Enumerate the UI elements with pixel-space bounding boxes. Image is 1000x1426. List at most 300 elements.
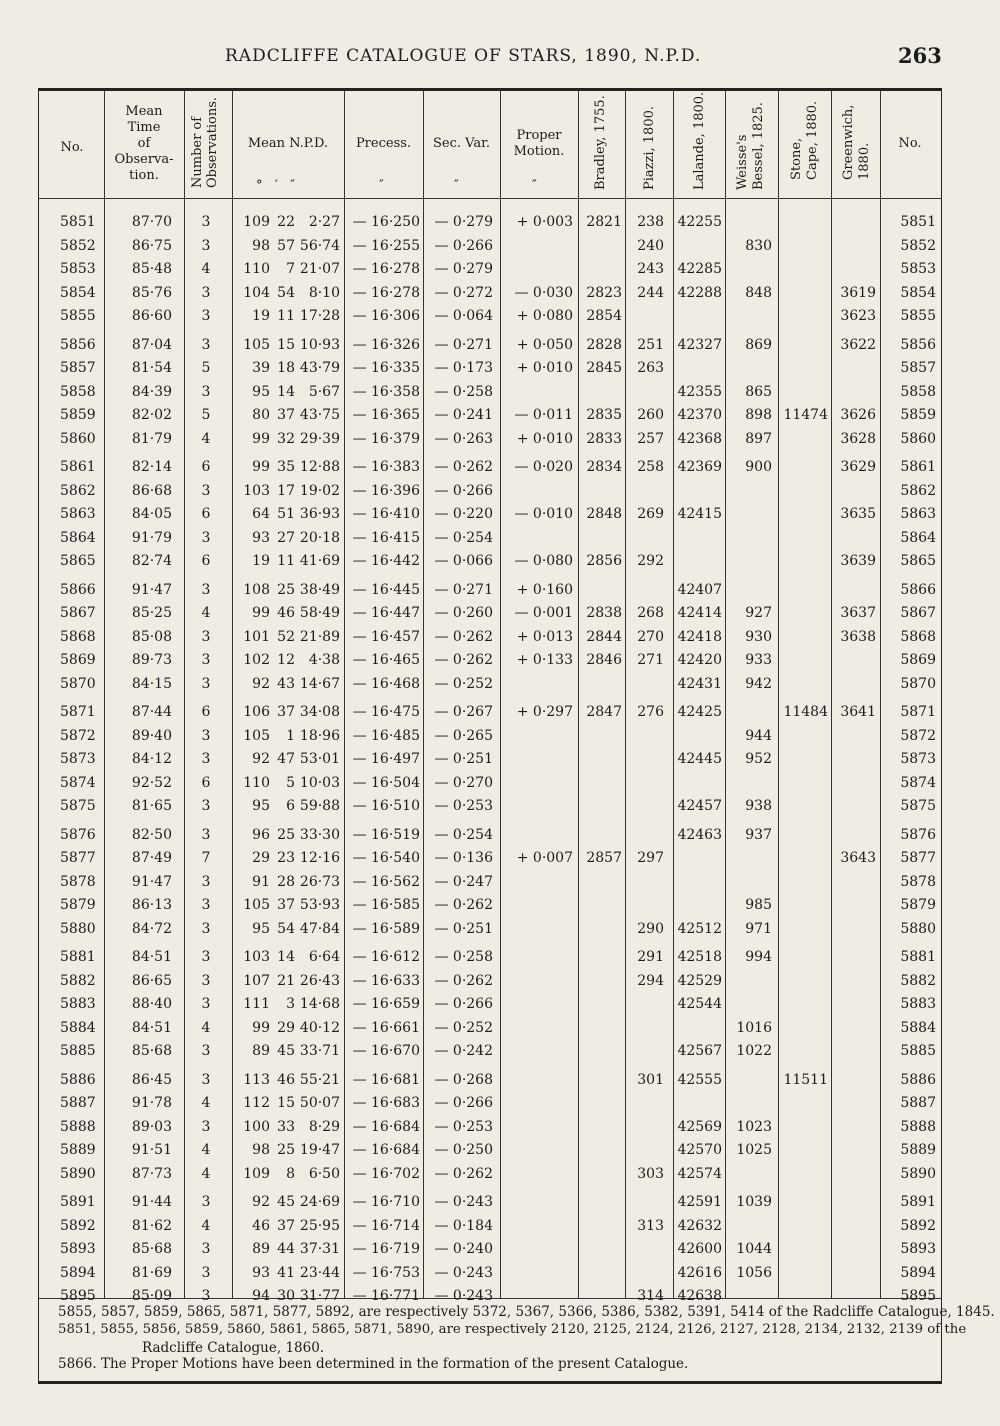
cell-piazzi: 244 bbox=[637, 284, 664, 301]
footnote-1860-cont: Radcliffe Catalogue, 1860. bbox=[142, 1340, 325, 1356]
cell-npd-min: 15 bbox=[277, 1095, 295, 1111]
cell-bradley: 2857 bbox=[586, 850, 622, 866]
cell-npd-min: 1 bbox=[286, 727, 295, 744]
cell-precess: — 16·396 bbox=[352, 482, 420, 499]
cell-num-obs: 3 bbox=[201, 581, 211, 598]
cell-npd-min: 15 bbox=[277, 336, 295, 353]
cell-sec-var: — 0·270 bbox=[434, 774, 493, 791]
cell-npd-deg: 109 bbox=[243, 1165, 270, 1182]
cell-precess: — 16·475 bbox=[352, 704, 420, 720]
cell-no: 5891 bbox=[60, 1194, 96, 1210]
col-head-text: Bessel, 1825. bbox=[751, 102, 766, 190]
cell-lalande: 42529 bbox=[677, 972, 722, 989]
cell-mean-time: 87·73 bbox=[131, 1165, 172, 1182]
cell-npd-min: 28 bbox=[277, 873, 295, 890]
cell-npd-deg: 91 bbox=[252, 873, 270, 890]
cell-mean-time: 84·39 bbox=[131, 383, 172, 400]
cell-no-right: 5876 bbox=[900, 826, 936, 843]
cell-npd-sec: 14·68 bbox=[299, 996, 340, 1012]
cell-piazzi: 303 bbox=[637, 1165, 664, 1182]
cell-no-right: 5878 bbox=[900, 873, 936, 890]
header-rule bbox=[39, 198, 941, 199]
cell-sec-var: — 0·243 bbox=[434, 1288, 493, 1304]
cell-num-obs: 3 bbox=[201, 1264, 211, 1281]
cell-precess: — 16·714 bbox=[352, 1217, 420, 1234]
cell-npd-min: 29 bbox=[277, 1019, 295, 1036]
cell-npd-sec: 41·69 bbox=[299, 553, 340, 569]
cell-num-obs: 5 bbox=[201, 407, 211, 423]
cell-sec-var: — 0·253 bbox=[434, 798, 493, 814]
cell-num-obs: 3 bbox=[201, 482, 211, 499]
cell-proper-motion: + 0·133 bbox=[516, 652, 573, 668]
table-row bbox=[0, 1043, 1000, 1067]
cell-no: 5871 bbox=[60, 704, 96, 720]
cell-npd-deg: 39 bbox=[252, 360, 270, 376]
cell-npd-sec: 33·71 bbox=[299, 1043, 340, 1059]
cell-no: 5882 bbox=[60, 972, 96, 989]
cell-no: 5887 bbox=[60, 1095, 96, 1111]
cell-weisse: 952 bbox=[745, 751, 772, 767]
cell-npd-min: 44 bbox=[277, 1241, 295, 1257]
cell-npd-min: 57 bbox=[277, 237, 295, 254]
cell-precess: — 16·710 bbox=[352, 1194, 420, 1210]
cell-proper-motion: — 0·001 bbox=[514, 605, 573, 621]
cell-no-right: 5861 bbox=[900, 459, 936, 475]
cell-sec-var: — 0·263 bbox=[434, 430, 493, 447]
cell-no: 5888 bbox=[60, 1118, 96, 1135]
cell-sec-var: — 0·271 bbox=[434, 336, 493, 353]
cell-lalande: 42616 bbox=[677, 1264, 722, 1281]
cell-weisse: 865 bbox=[745, 383, 772, 400]
cell-lalande: 42544 bbox=[677, 996, 722, 1012]
cell-weisse: 927 bbox=[745, 605, 772, 621]
cell-npd-min: 12 bbox=[277, 652, 295, 668]
cell-mean-time: 81·79 bbox=[131, 430, 172, 447]
cell-npd-min: 6 bbox=[286, 798, 295, 814]
cell-no: 5881 bbox=[60, 949, 96, 965]
page-number: 263 bbox=[898, 43, 942, 68]
col-head-text: tion. bbox=[129, 168, 159, 183]
cell-npd-sec: 50·07 bbox=[299, 1095, 340, 1111]
cell-no-right: 5867 bbox=[900, 605, 936, 621]
cell-lalande: 42463 bbox=[677, 826, 722, 843]
cell-no: 5892 bbox=[60, 1217, 96, 1234]
cell-bradley: 2844 bbox=[586, 628, 622, 645]
cell-npd-min: 23 bbox=[277, 850, 295, 866]
cell-precess: — 16·519 bbox=[352, 826, 420, 843]
cell-no-right: 5853 bbox=[900, 261, 936, 277]
cell-npd-sec: 43·75 bbox=[299, 407, 340, 423]
cell-piazzi: 301 bbox=[637, 1071, 664, 1088]
cell-bradley: 2847 bbox=[586, 704, 622, 720]
cell-weisse: 942 bbox=[745, 675, 772, 692]
cell-sec-var: — 0·253 bbox=[434, 1118, 493, 1135]
cell-npd-min: 25 bbox=[277, 1142, 295, 1158]
cell-no-right: 5854 bbox=[900, 284, 936, 301]
cell-precess: — 16·661 bbox=[352, 1019, 420, 1036]
cell-no: 5857 bbox=[60, 360, 96, 376]
cell-npd-min: 25 bbox=[277, 581, 295, 598]
cell-sec-var: — 0·266 bbox=[434, 482, 493, 499]
cell-lalande: 42418 bbox=[677, 628, 722, 645]
cell-npd-deg: 102 bbox=[243, 652, 270, 668]
cell-npd-sec: 12·16 bbox=[299, 850, 340, 866]
cell-npd-deg: 93 bbox=[252, 1264, 270, 1281]
cell-lalande: 42369 bbox=[677, 459, 722, 475]
cell-no-right: 5864 bbox=[900, 529, 936, 546]
cell-lalande: 42567 bbox=[677, 1043, 722, 1059]
table-row bbox=[0, 973, 1000, 997]
cell-npd-sec: 10·03 bbox=[299, 774, 340, 791]
cell-npd-deg: 105 bbox=[243, 897, 270, 913]
table-row bbox=[0, 605, 1000, 629]
cell-no-right: 5855 bbox=[900, 308, 936, 324]
cell-npd-min: 47 bbox=[277, 751, 295, 767]
cell-npd-deg: 95 bbox=[252, 920, 270, 937]
cell-npd-sec: 26·43 bbox=[299, 972, 340, 989]
cell-no-right: 5893 bbox=[900, 1241, 936, 1257]
cell-no: 5875 bbox=[60, 798, 96, 814]
cell-no-right: 5895 bbox=[900, 1288, 936, 1304]
cell-npd-deg: 103 bbox=[243, 949, 270, 965]
cell-no-right: 5888 bbox=[900, 1118, 936, 1135]
table-row bbox=[0, 483, 1000, 507]
cell-proper-motion: + 0·010 bbox=[516, 360, 573, 376]
cell-precess: — 16·410 bbox=[352, 506, 420, 522]
cell-no-right: 5851 bbox=[900, 214, 936, 230]
cell-greenwich: 3641 bbox=[840, 704, 876, 720]
cell-sec-var: — 0·184 bbox=[434, 1217, 493, 1234]
cell-sec-var: — 0·262 bbox=[434, 1165, 493, 1182]
table-row bbox=[0, 1194, 1000, 1218]
cell-lalande: 42574 bbox=[677, 1165, 722, 1182]
cell-npd-min: 17 bbox=[277, 482, 295, 499]
table-row bbox=[0, 652, 1000, 676]
cell-npd-deg: 99 bbox=[252, 430, 270, 447]
cell-greenwich: 3622 bbox=[840, 336, 876, 353]
cell-sec-var: — 0·258 bbox=[434, 383, 493, 400]
cell-no: 5895 bbox=[60, 1288, 96, 1304]
cell-precess: — 16·383 bbox=[352, 459, 420, 475]
cell-num-obs: 3 bbox=[201, 826, 211, 843]
table-row bbox=[0, 506, 1000, 530]
cell-mean-time: 81·54 bbox=[131, 360, 172, 376]
cell-mean-time: 85·25 bbox=[131, 605, 172, 621]
cell-num-obs: 6 bbox=[201, 459, 211, 475]
cell-precess: — 16·753 bbox=[352, 1264, 420, 1281]
secvar-unit: ″ bbox=[454, 178, 459, 193]
table-row bbox=[0, 996, 1000, 1020]
cell-no: 5862 bbox=[60, 482, 96, 499]
table-row bbox=[0, 751, 1000, 775]
cell-no: 5860 bbox=[60, 430, 96, 447]
cell-npd-min: 54 bbox=[277, 284, 295, 301]
cell-npd-sec: 56·74 bbox=[299, 237, 340, 254]
cell-npd-deg: 46 bbox=[252, 1217, 270, 1234]
cell-num-obs: 3 bbox=[201, 652, 211, 668]
table-row bbox=[0, 921, 1000, 945]
cell-no: 5864 bbox=[60, 529, 96, 546]
cell-npd-deg: 89 bbox=[252, 1241, 270, 1257]
cell-npd-min: 8 bbox=[286, 1165, 295, 1182]
cell-npd-min: 11 bbox=[277, 308, 295, 324]
col-head-weisse bbox=[735, 102, 767, 190]
table-row bbox=[0, 337, 1000, 361]
cell-lalande: 42518 bbox=[677, 949, 722, 965]
table-row bbox=[0, 285, 1000, 309]
col-head-text: Weisse's bbox=[735, 134, 750, 190]
cell-num-obs: 3 bbox=[201, 237, 211, 254]
cell-lalande: 42591 bbox=[677, 1194, 722, 1210]
cell-greenwich: 3619 bbox=[840, 284, 876, 301]
cell-num-obs: 6 bbox=[201, 774, 211, 791]
cell-no-right: 5875 bbox=[900, 798, 936, 814]
table-row bbox=[0, 775, 1000, 799]
cell-npd-sec: 34·08 bbox=[299, 704, 340, 720]
cell-npd-min: 45 bbox=[277, 1043, 295, 1059]
table-row bbox=[0, 459, 1000, 483]
cell-npd-deg: 80 bbox=[252, 407, 270, 423]
cell-npd-deg: 92 bbox=[252, 1194, 270, 1210]
cell-mean-time: 91·51 bbox=[131, 1142, 172, 1158]
cell-mean-time: 84·72 bbox=[131, 920, 172, 937]
table-row bbox=[0, 238, 1000, 262]
cell-proper-motion: + 0·003 bbox=[516, 214, 573, 230]
cell-no: 5870 bbox=[60, 675, 96, 692]
cell-npd-deg: 99 bbox=[252, 459, 270, 475]
cell-precess: — 16·415 bbox=[352, 529, 420, 546]
cell-proper-motion: + 0·080 bbox=[516, 308, 573, 324]
cell-proper-motion: + 0·160 bbox=[516, 581, 573, 598]
cell-npd-min: 46 bbox=[277, 1071, 295, 1088]
cell-npd-min: 45 bbox=[277, 1194, 295, 1210]
cell-no-right: 5872 bbox=[900, 727, 936, 744]
cell-npd-sec: 20·18 bbox=[299, 529, 340, 546]
cell-piazzi: 291 bbox=[637, 949, 664, 965]
cell-num-obs: 3 bbox=[201, 628, 211, 645]
cell-precess: — 16·457 bbox=[352, 628, 420, 645]
table-row bbox=[0, 798, 1000, 822]
cell-precess: — 16·585 bbox=[352, 897, 420, 913]
cell-sec-var: — 0·279 bbox=[434, 214, 493, 230]
cell-npd-sec: 21·89 bbox=[299, 628, 340, 645]
cell-lalande: 42632 bbox=[677, 1217, 722, 1234]
cell-piazzi: 251 bbox=[637, 336, 664, 353]
cell-num-obs: 4 bbox=[201, 1095, 211, 1111]
cell-mean-time: 86·13 bbox=[131, 897, 172, 913]
cell-mean-time: 91·47 bbox=[131, 581, 172, 598]
cell-no-right: 5886 bbox=[900, 1071, 936, 1088]
cell-precess: — 16·562 bbox=[352, 873, 420, 890]
table-row bbox=[0, 407, 1000, 431]
cell-precess: — 16·278 bbox=[352, 261, 420, 277]
col-head-greenwich bbox=[841, 105, 873, 180]
cell-mean-time: 88·40 bbox=[131, 996, 172, 1012]
cell-mean-time: 84·05 bbox=[131, 506, 172, 522]
cell-sec-var: — 0·265 bbox=[434, 727, 493, 744]
cell-num-obs: 6 bbox=[201, 506, 211, 522]
cell-lalande: 42600 bbox=[677, 1241, 722, 1257]
cell-lalande: 42327 bbox=[677, 336, 722, 353]
col-head-piazzi: Piazzi, 1800. bbox=[642, 106, 657, 190]
cell-mean-time: 85·68 bbox=[131, 1241, 172, 1257]
cell-npd-min: 51 bbox=[277, 506, 295, 522]
cell-proper-motion: + 0·010 bbox=[516, 430, 573, 447]
table-row bbox=[0, 384, 1000, 408]
col-head-precess: Precess. bbox=[355, 136, 412, 151]
cell-npd-sec: 8·10 bbox=[308, 284, 340, 301]
table-row bbox=[0, 1142, 1000, 1166]
cell-bradley: 2828 bbox=[586, 336, 622, 353]
cell-sec-var: — 0·266 bbox=[434, 237, 493, 254]
cell-proper-motion: + 0·013 bbox=[516, 628, 573, 645]
cell-no: 5854 bbox=[60, 284, 96, 301]
col-head-proper-motion bbox=[500, 128, 578, 160]
cell-precess: — 16·612 bbox=[352, 949, 420, 965]
cell-no-right: 5885 bbox=[900, 1043, 936, 1059]
cell-no-right: 5871 bbox=[900, 704, 936, 720]
cell-npd-min: 18 bbox=[277, 360, 295, 376]
cell-weisse: 930 bbox=[745, 628, 772, 645]
cell-precess: — 16·684 bbox=[352, 1142, 420, 1158]
cell-num-obs: 3 bbox=[201, 383, 211, 400]
cell-npd-sec: 8·29 bbox=[308, 1118, 340, 1135]
cell-greenwich: 3629 bbox=[840, 459, 876, 475]
cell-no-right: 5868 bbox=[900, 628, 936, 645]
col-head-text: 1880. bbox=[857, 142, 872, 180]
cell-precess: — 16·445 bbox=[352, 581, 420, 598]
cell-npd-deg: 105 bbox=[243, 727, 270, 744]
col-head-no-right: No. bbox=[898, 136, 922, 151]
cell-weisse: 1025 bbox=[736, 1142, 772, 1158]
cell-num-obs: 4 bbox=[201, 1019, 211, 1036]
cell-piazzi: 243 bbox=[637, 261, 664, 277]
cell-no-right: 5857 bbox=[900, 360, 936, 376]
table-row bbox=[0, 214, 1000, 238]
col-head-text: Number of bbox=[190, 116, 205, 188]
cell-no: 5856 bbox=[60, 336, 96, 353]
cell-no: 5872 bbox=[60, 727, 96, 744]
cell-no-right: 5883 bbox=[900, 996, 936, 1012]
cell-npd-sec: 21·07 bbox=[299, 261, 340, 277]
cell-sec-var: — 0·251 bbox=[434, 751, 493, 767]
cell-num-obs: 3 bbox=[201, 751, 211, 767]
cell-npd-min: 46 bbox=[277, 605, 295, 621]
cell-precess: — 16·465 bbox=[352, 652, 420, 668]
table-row bbox=[0, 676, 1000, 700]
cell-precess: — 16·510 bbox=[352, 798, 420, 814]
cell-mean-time: 85·76 bbox=[131, 284, 172, 301]
cell-npd-sec: 19·47 bbox=[299, 1142, 340, 1158]
cell-num-obs: 3 bbox=[201, 798, 211, 814]
cell-proper-motion: — 0·020 bbox=[514, 459, 573, 475]
cell-mean-time: 89·40 bbox=[131, 727, 172, 744]
cell-npd-min: 27 bbox=[277, 529, 295, 546]
cell-num-obs: 3 bbox=[201, 897, 211, 913]
cell-proper-motion: + 0·007 bbox=[516, 850, 573, 866]
cell-no: 5878 bbox=[60, 873, 96, 890]
cell-npd-min: 35 bbox=[277, 459, 295, 475]
table-row bbox=[0, 553, 1000, 577]
cell-no: 5879 bbox=[60, 897, 96, 913]
cell-weisse: 1044 bbox=[736, 1241, 772, 1257]
table-row bbox=[0, 629, 1000, 653]
cell-precess: — 16·681 bbox=[352, 1071, 420, 1088]
table-row bbox=[0, 827, 1000, 851]
cell-npd-deg: 103 bbox=[243, 482, 270, 499]
cell-npd-deg: 29 bbox=[252, 850, 270, 866]
cell-weisse: 985 bbox=[745, 897, 772, 913]
cell-no: 5868 bbox=[60, 628, 96, 645]
cell-sec-var: — 0·262 bbox=[434, 972, 493, 989]
footnote-proper-motions: 5866. The Proper Motions have been determined in the formation of the present Catalogue. bbox=[58, 1356, 689, 1372]
table-row bbox=[0, 949, 1000, 973]
cell-sec-var: — 0·267 bbox=[434, 704, 493, 720]
cell-npd-sec: 18·96 bbox=[299, 727, 340, 744]
cell-piazzi: 314 bbox=[637, 1288, 664, 1304]
cell-no: 5861 bbox=[60, 459, 96, 475]
cell-lalande: 42414 bbox=[677, 605, 722, 621]
cell-no: 5883 bbox=[60, 996, 96, 1012]
cell-npd-deg: 110 bbox=[243, 261, 270, 277]
cell-no: 5873 bbox=[60, 751, 96, 767]
cell-no-right: 5882 bbox=[900, 972, 936, 989]
cell-weisse: 933 bbox=[745, 652, 772, 668]
cell-no-right: 5852 bbox=[900, 237, 936, 254]
cell-num-obs: 3 bbox=[201, 873, 211, 890]
cell-no-right: 5892 bbox=[900, 1217, 936, 1234]
cell-lalande: 42355 bbox=[677, 383, 722, 400]
cell-num-obs: 4 bbox=[201, 1165, 211, 1182]
cell-piazzi: 260 bbox=[637, 407, 664, 423]
proper-unit: ″ bbox=[532, 178, 537, 193]
cell-npd-deg: 92 bbox=[252, 675, 270, 692]
cell-npd-sec: 43·79 bbox=[299, 360, 340, 376]
cell-mean-time: 87·49 bbox=[131, 850, 172, 866]
cell-num-obs: 3 bbox=[201, 1288, 211, 1304]
cell-mean-time: 82·74 bbox=[131, 553, 172, 569]
col-head-num-obs bbox=[190, 97, 220, 188]
table-row bbox=[0, 308, 1000, 332]
cell-num-obs: 3 bbox=[201, 1071, 211, 1088]
cell-precess: — 16·306 bbox=[352, 308, 420, 324]
cell-precess: — 16·497 bbox=[352, 751, 420, 767]
cell-precess: — 16·379 bbox=[352, 430, 420, 447]
cell-sec-var: — 0·250 bbox=[434, 1142, 493, 1158]
cell-mean-time: 91·44 bbox=[131, 1194, 172, 1210]
cell-mean-time: 86·60 bbox=[131, 308, 172, 324]
cell-npd-sec: 37·31 bbox=[299, 1241, 340, 1257]
col-head-text: Stone, bbox=[789, 137, 804, 180]
cell-precess: — 16·255 bbox=[352, 237, 420, 254]
cell-piazzi: 270 bbox=[637, 628, 664, 645]
cell-greenwich: 3637 bbox=[840, 605, 876, 621]
cell-weisse: 869 bbox=[745, 336, 772, 353]
cell-mean-time: 82·14 bbox=[131, 459, 172, 475]
cell-num-obs: 4 bbox=[201, 1217, 211, 1234]
cell-no-right: 5860 bbox=[900, 430, 936, 447]
cell-no: 5890 bbox=[60, 1165, 96, 1182]
cell-num-obs: 3 bbox=[201, 529, 211, 546]
table-row bbox=[0, 431, 1000, 455]
cell-npd-min: 14 bbox=[277, 383, 295, 400]
cell-piazzi: 257 bbox=[637, 430, 664, 447]
cell-npd-min: 21 bbox=[277, 972, 295, 989]
cell-weisse: 971 bbox=[745, 920, 772, 937]
col-head-text: Time bbox=[127, 120, 161, 135]
cell-no-right: 5858 bbox=[900, 383, 936, 400]
col-head-text: Greenwich, bbox=[841, 104, 856, 180]
